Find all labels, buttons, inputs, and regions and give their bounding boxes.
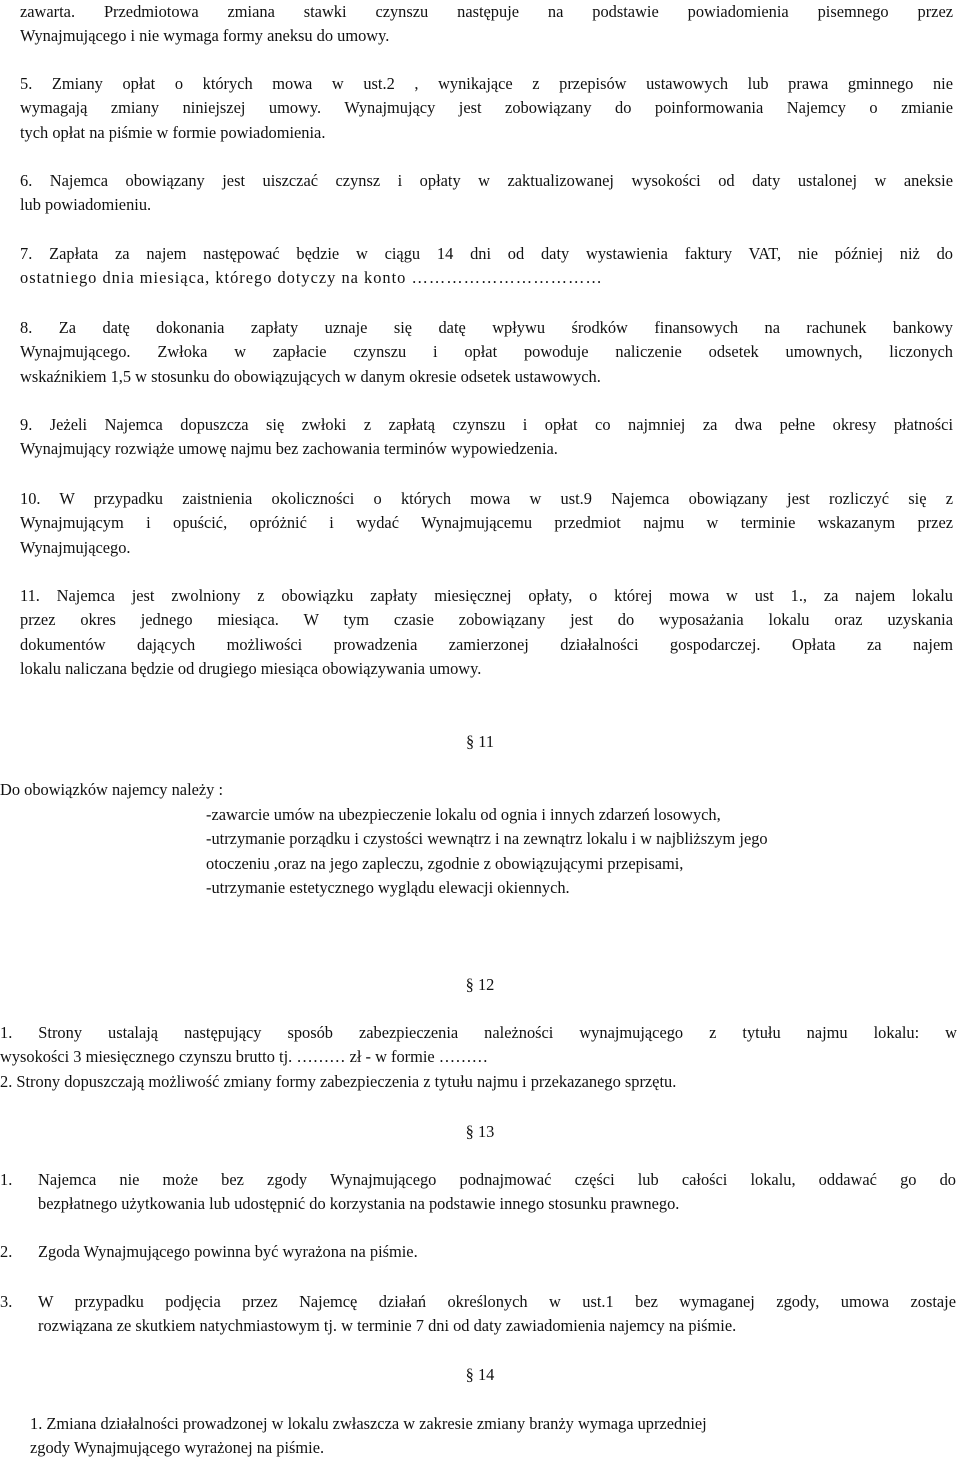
s13-paragraph-1: [38, 1168, 956, 1217]
paragraph-6: [20, 169, 953, 218]
item-number: 2.: [0, 1242, 13, 1261]
text-line: 10. W przypadku zaistnienia okoliczności o których mowa w ust.9 Najemca obowiązany jest rozliczyć się z: [20, 489, 953, 508]
list-item: -zawarcie umów na ubezpieczenie lokalu od ognia i innych zdarzeń losowych,: [206, 805, 721, 824]
text-line: 5. Zmiany opłat o których mowa w ust.2 , wynikające z przepisów ustawowych lub prawa gminnego nie: [20, 74, 953, 93]
section-heading-13: [0, 1120, 960, 1144]
text-line: Do obowiązków najemcy należy :: [0, 780, 224, 799]
text-line: dokumentów dających możliwości prowadzenia zamierzonej działalności gospodarczej. Opłata za najem: [20, 634, 953, 654]
section-sign: §: [465, 732, 475, 751]
text-line: 8. Za datę dokonania zapłaty uznaje się datę wpływu środków finansowych na rachunek bankowy: [20, 318, 953, 337]
text-line: 11. Najemca jest zwolniony z obowiązku zapłaty miesięcznej opłaty, o której mowa w ust 1., za najem lokalu: [20, 586, 953, 605]
account-number-line: ostatniego dnia miesiąca, którego dotyczy na konto ……………………………: [20, 268, 603, 288]
text-line: lokalu naliczana będzie od drugiego miesiąca obowiązywania umowy.: [20, 659, 482, 679]
section-number: 11: [478, 732, 495, 751]
text-line: 2. Strony dopuszczają możliwość zmiany formy zabezpieczenia z tytułu najmu i przekazanego sprzętu.: [0, 1072, 677, 1091]
text-line: W przypadku podjęcia przez Najemcę działań określonych w ust.1 bez wymaganej zgody, umowa zostaje: [38, 1292, 956, 1311]
section-sign: §: [465, 1365, 474, 1384]
paragraph-10: [20, 487, 953, 560]
text-line: tych opłat na piśmie w formie powiadomienia.: [20, 122, 326, 142]
item-number: 3.: [0, 1292, 13, 1311]
paragraph-11: [20, 584, 953, 682]
s12-paragraph-2: [0, 1070, 957, 1094]
text-line: 7. Zapłata za najem następować będzie w ciągu 14 dni od daty wystawienia faktury VAT, nie później niż do: [20, 244, 953, 263]
section-number: 12: [477, 975, 495, 994]
text-line: 9. Jeżeli Najemca dopuszcza się zwłoki z zapłatą czynszu i opłat co najmniej za dwa pełne okresy płatności: [20, 415, 953, 434]
s13-paragraph-2: [38, 1240, 956, 1264]
text-line: bezpłatnego użytkowania lub udostępnić do korzystania na podstawie innego stosunku prawnego.: [38, 1194, 680, 1214]
list-item: -utrzymanie porządku i czystości wewnątrz i na zewnątrz lokalu i w najbliższym jego: [206, 829, 768, 849]
text-line: 1. Zmiana działalności prowadzonej w lokalu zwłaszcza w zakresie zmiany branży wymaga uprzedniej: [30, 1414, 707, 1433]
section-sign: §: [465, 975, 474, 994]
duties-intro: [0, 778, 960, 802]
text-line: przez okres jednego miesiąca. W tym czasie zobowiązany jest do wyposażania lokalu oraz uzyskania: [20, 610, 953, 630]
paragraph-5: [20, 72, 953, 145]
section-number: 14: [477, 1365, 495, 1384]
section-sign: §: [465, 1122, 474, 1141]
s13-item-number: [0, 1290, 30, 1314]
list-item: -utrzymanie estetycznego wyglądu elewacji okiennych.: [206, 878, 570, 898]
section-heading-14: [0, 1363, 960, 1387]
s13-paragraph-3: [38, 1290, 956, 1339]
text-line: Wynajmującego. Zwłoka w zapłacie czynszu i opłat powoduje naliczenie odsetek umownych, liczonych: [20, 342, 953, 362]
text-line: rozwiązana ze skutkiem natychmiastowym tj. w terminie 7 dni od daty zawiadomienia najemcy na piśmie.: [38, 1316, 737, 1336]
s13-item-number: [0, 1240, 30, 1264]
section-heading-12: [0, 973, 960, 997]
text-line: wymagają zmiany niniejszej umowy. Wynajmujący jest zobowiązany do poinformowania Najemcy o zmianie: [20, 98, 953, 118]
text-line: Zgoda Wynajmującego powinna być wyrażona na piśmie.: [38, 1242, 418, 1261]
text-line: Wynajmującego.: [20, 537, 131, 557]
section-number: 13: [477, 1122, 495, 1141]
paragraph-8: [20, 316, 953, 389]
paragraph-7: [20, 242, 953, 291]
list-item-continuation: otoczeniu ,oraz na jego zapleczu, zgodnie z obowiązującymi przepisami,: [206, 853, 684, 873]
text-line: 6. Najemca obowiązany jest uiszczać czynsz i opłaty w zaktualizowanej wysokości od daty ustalonej w aneksie: [20, 171, 953, 190]
text-line: Wynajmującego i nie wymaga formy aneksu do umowy.: [20, 26, 390, 46]
text-line: zawarta. Przedmiotowa zmiana stawki czynszu następuje na podstawie powiadomienia pisemnego przez: [20, 2, 953, 21]
text-line: wysokości 3 miesięcznego czynszu brutto tj. ……… zł - w formie ………: [0, 1047, 488, 1067]
text-line: zgody Wynajmującego wyrażonej na piśmie.: [30, 1438, 325, 1458]
s12-paragraph-1: [0, 1021, 957, 1070]
text-line: 1. Strony ustalają następujący sposób zabezpieczenia należności wynajmującego z tytułu najmu lokalu: w: [0, 1023, 957, 1042]
item-number: 1.: [0, 1170, 13, 1189]
section-heading-11: [0, 730, 960, 754]
paragraph-continuation: [20, 0, 953, 49]
s14-paragraph-1: [30, 1412, 950, 1461]
text-line: lub powiadomieniu.: [20, 195, 152, 215]
s13-item-number: [0, 1168, 30, 1192]
paragraph-9: [20, 413, 953, 462]
duties-list: [206, 803, 956, 901]
text-line: Najemca nie może bez zgody Wynajmującego podnajmować części lub całości lokalu, oddawać go do: [38, 1170, 956, 1189]
text-line: wskaźnikiem 1,5 w stosunku do obowiązujących w danym okresie odsetek ustawowych.: [20, 366, 601, 386]
text-line: Wynajmujący rozwiąże umowę najmu bez zachowania terminów wypowiedzenia.: [20, 439, 558, 459]
text-line: Wynajmującym i opuścić, opróżnić i wydać Wynajmującemu przedmiot najmu w terminie wskazanym przez: [20, 513, 953, 533]
